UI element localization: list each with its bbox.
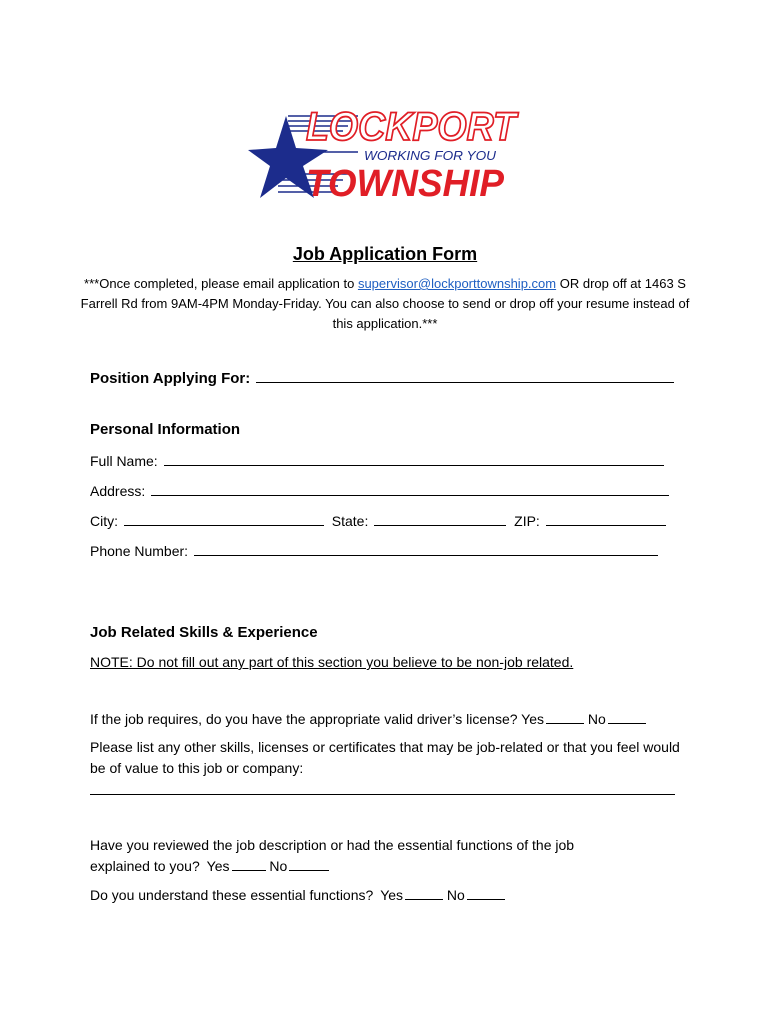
phone-label: Phone Number: bbox=[90, 543, 189, 559]
reviewed-no-label: No bbox=[269, 858, 288, 874]
skills-heading: Job Related Skills & Experience bbox=[90, 624, 318, 641]
zip-label: ZIP: bbox=[514, 513, 540, 529]
address-field[interactable] bbox=[151, 481, 669, 496]
address-label: Address: bbox=[90, 483, 146, 499]
intro-instructions bbox=[80, 274, 690, 334]
full-name-field[interactable] bbox=[164, 451, 664, 466]
reviewed-yes-field[interactable] bbox=[232, 856, 266, 871]
other-skills-question: Please list any other skills, licenses or certificates that may be job-related or that you feel would be of value to this job or company: bbox=[90, 739, 680, 776]
position-field[interactable] bbox=[256, 368, 674, 383]
reviewed-no-field[interactable] bbox=[289, 856, 329, 871]
address-row bbox=[90, 481, 669, 499]
other-skills-row bbox=[90, 780, 675, 800]
skills-note: NOTE: Do not fill out any part of this section you believe to be non-job related. bbox=[90, 654, 574, 670]
personal-heading: Personal Information bbox=[90, 421, 241, 438]
full-name-row bbox=[90, 451, 664, 469]
page-title: Job Application Form bbox=[292, 244, 478, 264]
license-no-label: No bbox=[587, 711, 606, 727]
logo-line3: TOWNSHIP bbox=[306, 163, 505, 204]
email-link[interactable]: supervisor@lockporttownship.com bbox=[357, 276, 557, 291]
intro-text-2: OR drop off at 1463 S Farrell Rd from 9AM-4PM Monday-Friday. You can also choose to send or drop off your resume instead of this application.*** bbox=[80, 276, 690, 331]
state-field[interactable] bbox=[374, 511, 506, 526]
understand-question: Do you understand these essential functions? bbox=[90, 887, 374, 903]
city-label: City: bbox=[90, 513, 118, 529]
zip-field[interactable] bbox=[546, 511, 666, 526]
license-yes-label: Yes bbox=[521, 711, 544, 727]
phone-row bbox=[90, 541, 658, 559]
logo-line1: LOCKPORT bbox=[306, 105, 520, 149]
understand-yes-label: Yes bbox=[380, 887, 404, 903]
understand-no-label: No bbox=[446, 887, 465, 903]
understand-question-row bbox=[90, 885, 505, 903]
understand-no-field[interactable] bbox=[467, 885, 505, 900]
intro-text-1: ***Once completed, please email application to bbox=[84, 276, 358, 291]
state-label: State: bbox=[331, 513, 369, 529]
license-question: If the job requires, do you have the appropriate valid driver’s license? bbox=[90, 711, 518, 727]
phone-field[interactable] bbox=[194, 541, 658, 556]
license-question-row bbox=[90, 709, 646, 727]
reviewed-question: Have you reviewed the job description or had the essential functions of the job explained to you? bbox=[90, 837, 575, 874]
reviewed-question-block bbox=[90, 835, 630, 877]
logo-line2: WORKING FOR YOU bbox=[364, 148, 497, 163]
full-name-label: Full Name: bbox=[90, 453, 158, 469]
city-state-zip-row bbox=[90, 511, 666, 529]
other-skills-field[interactable] bbox=[90, 780, 675, 795]
city-field[interactable] bbox=[124, 511, 324, 526]
understand-yes-field[interactable] bbox=[405, 885, 443, 900]
license-yes-field[interactable] bbox=[546, 709, 584, 724]
position-label: Position Applying For: bbox=[90, 370, 251, 387]
license-no-field[interactable] bbox=[608, 709, 646, 724]
reviewed-yes-label: Yes bbox=[206, 858, 230, 874]
position-row bbox=[90, 368, 674, 387]
lockport-township-logo bbox=[248, 104, 520, 204]
